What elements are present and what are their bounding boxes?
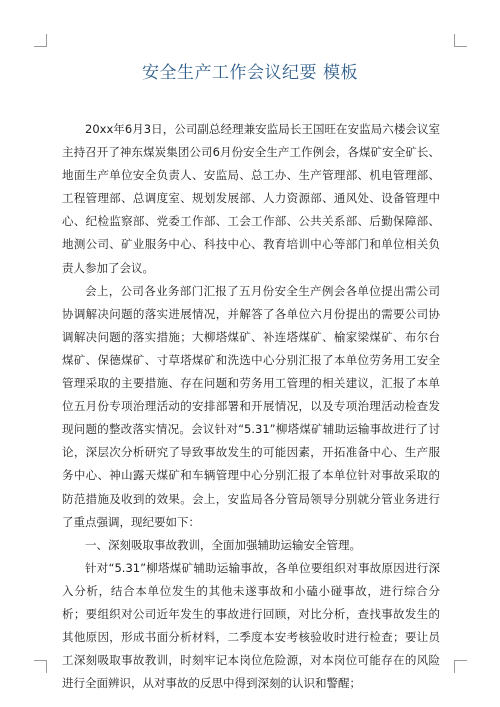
section-heading-1: 一、深刻吸取事故教训，全面加强辅助运输安全管理。 xyxy=(85,537,361,552)
crop-mark-top-right xyxy=(454,34,467,47)
paragraph-accident-lessons: 针对“5.31”柳塔煤矿辅助运输事故，各单位要组织对事故原因进行深入分析，结合本单位发生的其他未遂事故和小磕小碰事故，进行综合分析；要组织对公司近年发生的事故进行回顾，对比分析，查找事故发生的其他原因，形成书面分析材料，二季度本安考核验收时进行检查；要让员工深刻吸取事故教训，时刻牢记本岗位危险源，对本岗位可能存在的风险进行全面辨识，从对事故的反思中得到深刻的认识和警醒； xyxy=(62,560,440,691)
crop-mark-bottom-left xyxy=(34,660,47,673)
document-body xyxy=(62,118,440,695)
document-title: 安全生产工作会议纪要 模板 xyxy=(142,63,358,83)
crop-mark-top-left xyxy=(34,34,47,47)
paragraph-meeting-intro: 20xx年6月3日，公司副总经理兼安监局长王国旺在安监局六楼会议室主持召开了神东煤炭集团公司6月份安全生产工作例会，各煤矿安全矿长、地面生产单位安全负责人、安监局、总工办、生产管理部、机电管理部、工程管理部、总调度室、规划发展部、人力资源部、通风处、设备管理中心、纪检监察部、党委工作部、工会工作部、公共关系部、后勤保障部、地测公司、矿业服务中心、科技中心、教育培训中心等部门和单位相关负责人参加了会议。 xyxy=(62,122,440,275)
crop-mark-bottom-right xyxy=(454,660,467,673)
paragraph-meeting-reports: 会上，公司各业务部门汇报了五月份安全生产例会各单位提出需公司协调解决问题的落实进展情况，并解答了各单位六月份提出的需要公司协调解决问题的落实措施；大柳塔煤矿、补连塔煤矿、榆家梁煤矿、布尔台煤矿、保德煤矿、寸草塔煤矿和洗选中心分别汇报了本单位劳务用工安全管理采取的主要措施、存在问题和劳务用工管理的相关建议，汇报了本单位五月份专项治理活动的安排部署和开展情况，以及专项治理活动检查发现问题的整改落实情况。会议针对“5.31”柳塔煤矿辅助运输事故进行了讨论，深层次分析研究了导致事故发生的可能因素，开拓准备中心、生产服务中心、神山露天煤矿和车辆管理中心分别汇报了本单位针对事故采取的防范措施及收到的效果。会上，安监局各分管局领导分别就分管业务进行了重点强调，现纪要如下： xyxy=(62,283,440,529)
